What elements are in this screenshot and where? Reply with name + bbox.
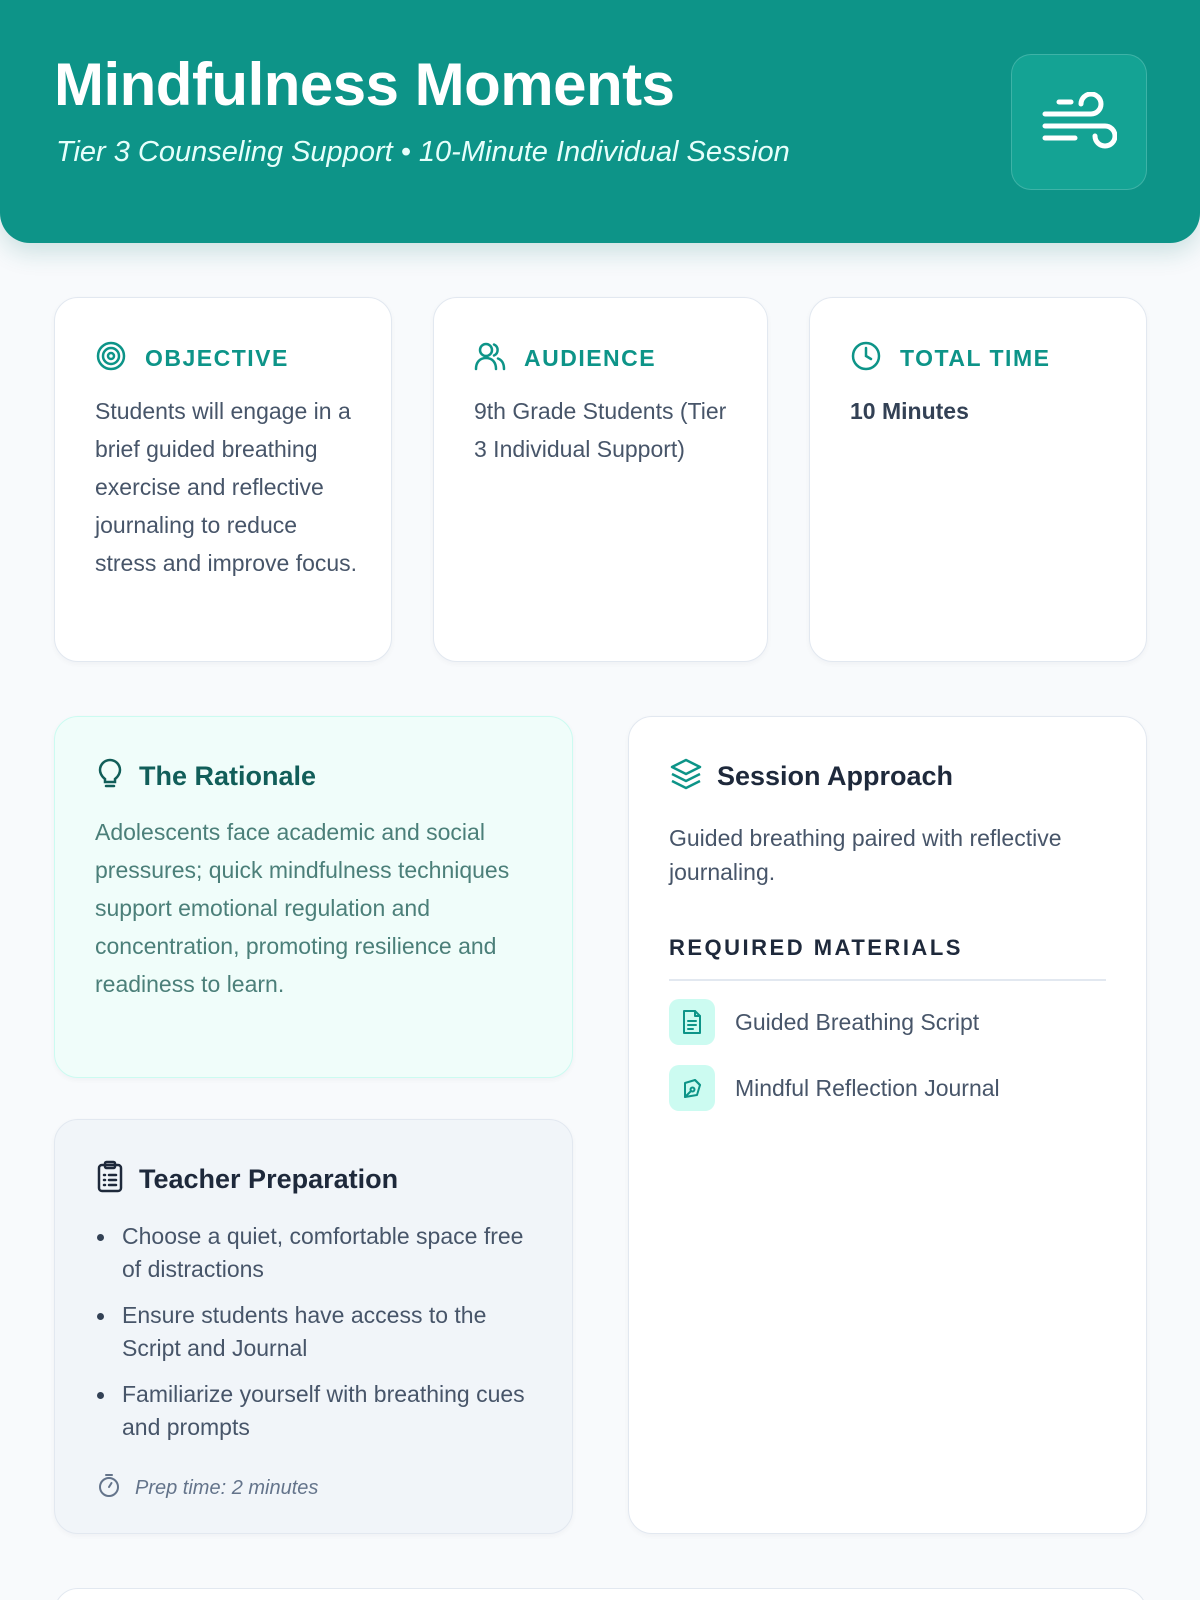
page-title: Mindfulness Moments — [54, 51, 675, 118]
users-icon — [474, 340, 506, 377]
preparation-list — [95, 1220, 532, 1457]
session-approach-title: Session Approach — [717, 761, 954, 791]
stopwatch-icon — [97, 1472, 121, 1504]
clipboard-list-icon — [95, 1160, 125, 1199]
page-header — [0, 0, 1200, 243]
layers-icon — [669, 757, 703, 796]
teacher-preparation-title: Teacher Preparation — [139, 1164, 399, 1194]
prep-time-label: Prep time: 2 minutes — [135, 1476, 319, 1499]
audience-card — [433, 297, 768, 662]
total-time-label: TOTAL TIME — [900, 345, 1051, 371]
page-subtitle: Tier 3 Counseling Support • 10-Minute Individual Session — [56, 136, 790, 168]
list-item: Ensure students have access to the Script and Journal — [95, 1299, 532, 1365]
material-item — [669, 1065, 1000, 1111]
audience-label: AUDIENCE — [524, 345, 657, 371]
audience-text: 9th Grade Students (Tier 3 Individual Support) — [474, 398, 727, 462]
objective-card — [54, 297, 392, 662]
total-time-value: 10 Minutes — [850, 398, 969, 424]
session-approach-text: Guided breathing paired with reflective journaling. — [669, 825, 1062, 885]
material-label: Mindful Reflection Journal — [735, 1074, 1000, 1101]
prep-time — [97, 1472, 318, 1504]
material-item — [669, 999, 979, 1045]
rationale-card — [54, 716, 573, 1078]
rationale-text: Adolescents face academic and social pressures; quick mindfulness techniques support emotional regulation and concentration, promoting resilience and readiness to learn. — [95, 819, 510, 997]
next-section-card — [54, 1588, 1147, 1600]
objective-label: OBJECTIVE — [145, 345, 289, 371]
wind-icon — [1011, 54, 1147, 190]
session-approach-card — [628, 716, 1147, 1534]
required-materials-label: REQUIRED MATERIALS — [669, 935, 963, 960]
pen-tool-icon — [669, 1065, 715, 1111]
material-label: Guided Breathing Script — [735, 1008, 980, 1035]
list-item: Choose a quiet, comfortable space free of distractions — [95, 1220, 532, 1286]
rationale-title: The Rationale — [139, 761, 317, 791]
target-icon — [95, 340, 127, 377]
divider — [669, 979, 1106, 981]
file-text-icon — [669, 999, 715, 1045]
clock-icon — [850, 340, 882, 377]
lightbulb-icon — [95, 757, 125, 796]
list-item: Familiarize yourself with breathing cues and prompts — [95, 1378, 532, 1444]
teacher-preparation-card — [54, 1119, 573, 1534]
total-time-card — [809, 297, 1147, 662]
objective-text: Students will engage in a brief guided breathing exercise and reflective journaling to reduce stress and improve focus. — [95, 398, 358, 576]
